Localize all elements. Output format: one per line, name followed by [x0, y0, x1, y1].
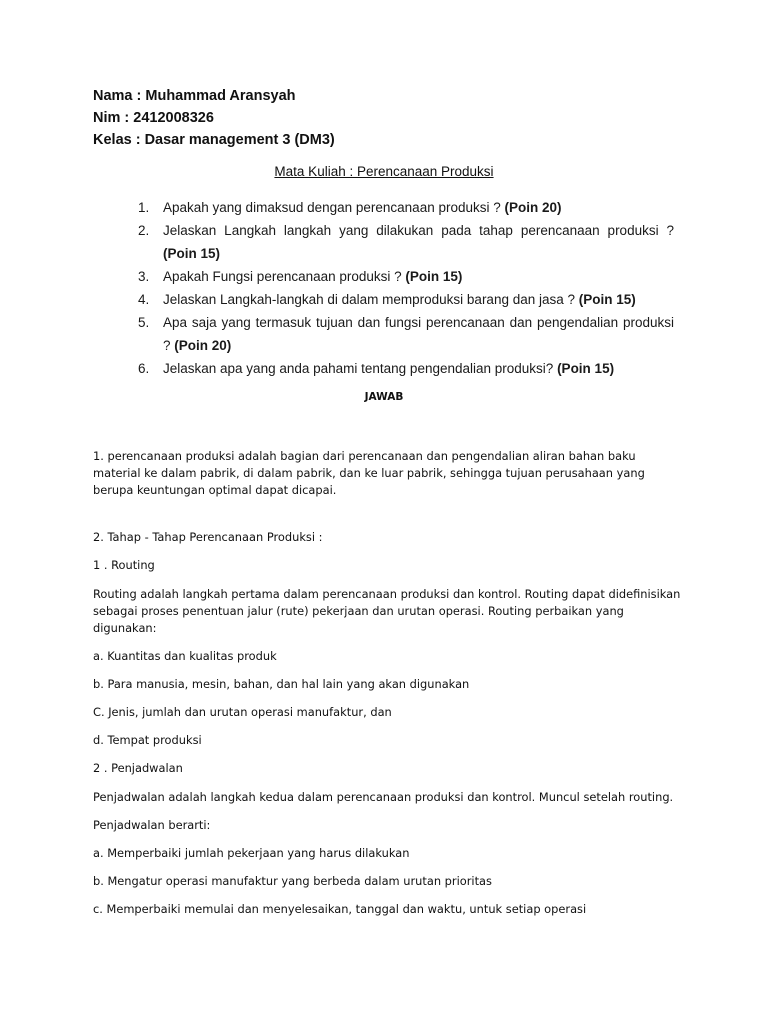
answer-section [93, 448, 683, 918]
answer-1: 1. perencanaan produksi adalah bagian dari perencanaan dan pengendalian aliran bahan baku material ke dalam pabrik, di dalam pabrik, dan ke luar pabrik, sehingga tujuan perusahaan yang berupa keuntungan optimal dapat dicapai. [93, 449, 645, 497]
question-number: 3. [138, 269, 150, 284]
question-text: Jelaskan Langkah-langkah di dalam memproduksi barang dan jasa ? [163, 292, 579, 307]
routing-item-a: a. Kuantitas dan kualitas produk [93, 649, 277, 663]
question-text: Jelaskan Langkah langkah yang dilakukan pada tahap perencanaan produksi ? [163, 223, 674, 238]
answer-2-title: 2. Tahap - Tahap Perencanaan Produksi : [93, 530, 323, 544]
penjadwalan-description: Penjadwalan adalah langkah kedua dalam perencanaan produksi dan kontrol. Muncul setelah routing. [93, 790, 674, 804]
question-item [138, 357, 674, 380]
question-item [138, 219, 674, 265]
question-number: 4. [138, 292, 150, 307]
question-number: 2. [138, 223, 150, 238]
question-points: (Poin 15) [557, 361, 615, 376]
question-number: 1. [138, 200, 150, 215]
routing-title: 1 . Routing [93, 558, 155, 572]
penjadwalan-meaning: Penjadwalan berarti: [93, 818, 211, 832]
student-name: Nama : Muhammad Aransyah [93, 88, 296, 104]
student-nim: Nim : 2412008326 [93, 110, 214, 126]
student-header [93, 85, 693, 151]
question-points: (Poin 20) [504, 200, 562, 215]
question-number: 6. [138, 361, 150, 376]
question-text: Apakah Fungsi perencanaan produksi ? [163, 269, 406, 284]
routing-description: Routing adalah langkah pertama dalam perencanaan produksi dan kontrol. Routing dapat didefinisikan sebagai proses penentuan jalur (rute) pekerjaan dan urutan operasi. Routing perbaikan yang digunakan: [93, 587, 681, 635]
question-item [138, 288, 674, 311]
question-number: 5. [138, 315, 150, 330]
question-list [138, 196, 674, 380]
course-title [0, 164, 768, 179]
question-item [138, 311, 674, 357]
answer-heading: JAWAB [364, 391, 404, 403]
penjadwalan-item-a: a. Memperbaiki jumlah pekerjaan yang harus dilakukan [93, 846, 410, 860]
routing-item-b: b. Para manusia, mesin, bahan, dan hal lain yang akan digunakan [93, 677, 470, 691]
penjadwalan-title: 2 . Penjadwalan [93, 761, 183, 775]
question-points: (Poin 15) [163, 246, 221, 261]
question-text: Apa saja yang termasuk tujuan dan fungsi perencanaan dan pengendalian produksi ? [163, 315, 674, 353]
question-text: Apakah yang dimaksud dengan perencanaan produksi ? [163, 200, 505, 215]
question-text: Jelaskan apa yang anda pahami tentang pengendalian produksi? [163, 361, 558, 376]
routing-item-d: d. Tempat produksi [93, 733, 202, 747]
penjadwalan-item-b: b. Mengatur operasi manufaktur yang berbeda dalam urutan prioritas [93, 874, 492, 888]
question-points: (Poin 15) [405, 269, 463, 284]
question-points: (Poin 20) [174, 338, 232, 353]
question-item [138, 265, 674, 288]
question-points: (Poin 15) [578, 292, 636, 307]
routing-item-c: C. Jenis, jumlah dan urutan operasi manufaktur, dan [93, 705, 392, 719]
student-class: Kelas : Dasar management 3 (DM3) [93, 132, 335, 148]
penjadwalan-item-c: c. Memperbaiki memulai dan menyelesaikan, tanggal dan waktu, untuk setiap operasi [93, 902, 587, 916]
question-item [138, 196, 674, 219]
course-title-text: Mata Kuliah : Perencanaan Produksi [274, 164, 494, 179]
